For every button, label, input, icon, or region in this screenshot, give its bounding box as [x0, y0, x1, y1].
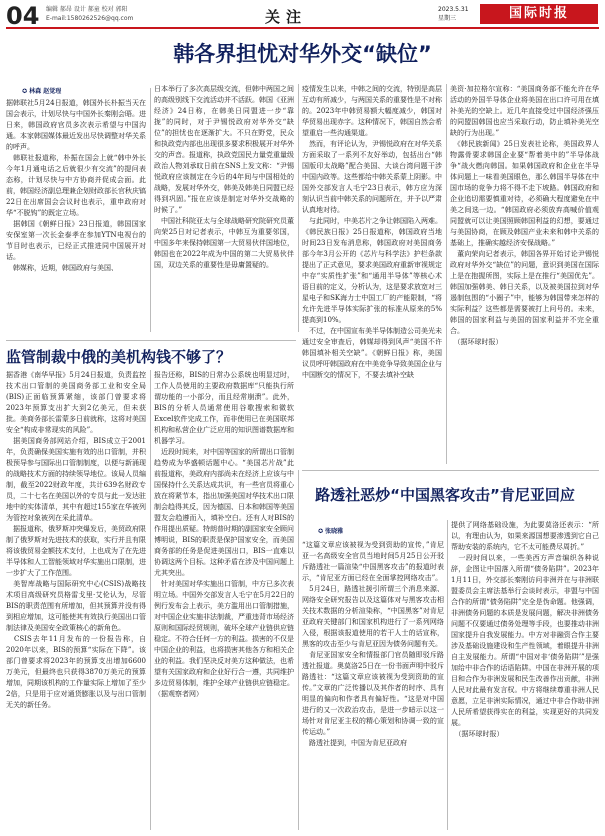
article1-column-1: 据韩联社5月24日报道，韩国外长朴振当天在国会表示，计划尽快与中国外长秦刚会晤。进日来，韩国政府官员多次表示希望与中国沟通。本家韩国媒体最近发出尽快调整对华关系的呼声。 韩联社报道称，朴振在国会上就“韩中外长今年1月通电话之后就很少有交流”的提问表态称，计划尽快与中方协商并促成会面。此前，韩国经济副总理兼企划财政部长官秋庆镐22日在出席国会会议时也表示，重申政府对华“不脱钩”的既定立场。 据韩国《朝鲜日报》23日报道，韩国国家安保室第一次长金泰孝在参加YTN电视台的节目时也表示，已经正式推进同中国展开对话。 韩媒称，近期，韩国政府与美国、: [6, 99, 146, 272]
column-divider: [150, 370, 151, 830]
issue-weekday: 星期三: [438, 15, 457, 22]
section-rule: [302, 470, 599, 471]
byline-article3: ✪ 张晓雅: [318, 528, 344, 535]
headline-article1: 韩各界担忧对华外交“缺位”: [173, 42, 432, 66]
column-divider: [298, 84, 299, 332]
section-rule: [6, 340, 296, 341]
column-divider: [150, 88, 151, 332]
article1-column-3: 疫情发生以来，中韩之间的交流，特别是高层互动有所减少，与两国关系的重要性是不对称的。2023年中韩贸易额大幅度减少，韩国对华贸易出现赤字。这种情况下，韩国自然会希望重启一些沟通渠道。 然而，有评论认为，尹锡悦政府在对华关系方面采取了一系列不友好举动，包括出台“韩国版印太战略”配合美国、大谈台湾问题干涉中国内政等。这些都给中韩关系蒙上阴影。中国外交部发言人毛宁23日表示，韩方应为深刻认识当前中韩关系的问题所在，并予以严肃认真地对待。 与此同时，中美芯片之争让韩国陷入两难。《韩民族日报》25日报道称，韩国政府当地时间23日发布消息称，韩国政府对美国商务部今年3月公开的《芯片与科学法》护栏条款提出了正式意见，要求美国政府重新审视规定中存“实质性扩张”和“通用半导体”等核心术语目前的定义，分析认为，这是要求放宽对三星电子和SK海力士中国工厂的产能限制，“将允许先进半导体实际扩张的标准从原来的5%提高到10%。 不过，在中国宣布美半导体制造公司美光未通过安全审查后，韩媒却得到风声“美国不许韩国填补相关空缺”。《朝鲜日报》称，美国议员呼吁韩国政府在中美竞争导致美国企业与中国断交的情况下，不要去填补空缺: [302, 85, 442, 379]
issue-date: 2023.5.31: [438, 6, 469, 13]
editor-info: [46, 5, 133, 23]
byline-article1: ✪ 林森 赵觉珵: [22, 88, 62, 95]
article2-column-1: 据香港《南华早报》5月24日报道，负责监控技术出口管制的美国商务部工业和安全局(BIS)正面临预算紧缩，该部门曾要求将2023年预算支出扩大到2亿美元，但未获批。美商务部长雷蒙多日前就称，这将对美国安全“构成非常现实的风险”。 据美国商务部网站介绍，BIS成立于2001年，负责确保美国实施有效的出口管制，并积极预导参与国际出口管制制度，以便与新涌现的战略技术方面的持续领导地位。该局人员编制，截至2022财政年度，共计639名财政专员，二十七名在美国以外的专员与此一发达驻地中的实体清单，其中有超过155家在华被列为管控对象被列在采此清单。 据报道称，俄罗斯冲突爆发后，美贸政府限制了俄罗斯对先进技术的获取，实行并且有限将该俄贸易金额技术支付，上也成为了在先进半导体和人工智能领域对华实施出口限制，进一步扩大了工作范围。 美智库战略与国际研究中心(CSIS)战略技术项目高级研究员格雷戈里·艾伦认为，尽管BIS的职责范围有所增加，但其预算并没有得到相应增加，这可能使其有效执行美国出口管制法律及美国安全政策核心的新角色。 CSIS去年11月发布的一份报告称，自2020年以来，BIS的预算“实际在下降”。该部门曾要求将2023年的预算支出增加6600万美元，但最终也只获得3870万美元的预算增加，同期该机构的工作量实际上增加了至少2倍，只是用于应对通货膨胀以及与出口管制无关的新任务。: [6, 371, 146, 709]
headline-article3: 路透社恶炒“中国黑客攻击”肯尼亚回应: [315, 486, 575, 504]
editor-email: E-mail:1580262526@qq.com: [46, 15, 134, 22]
editor-credits: 编辑 郝昂 设计 郝童 校对 郭阳: [46, 6, 128, 13]
article3-column-1: “这篇文章应该被视为受到资助的宣传，”肯尼亚一名高级安全官员当地时间5月25日公开驳斥路透社一篇渲染“中国黑客攻击”的报道时表示，“肯尼亚方面已经在全面掌控网络攻击”。 5月24日，路透社援引所谓三个消息来源、网络安全研究报告以及这篇体对与黑客攻击相关技术数据的分析渲染称，“中国黑客”对肯尼亚政府关键部门和国家机构进行了一系列网络入侵，根据该报道使用的若干人士的话宣称，黑客的攻击至少与肯尼亚因为债务问题有关。 肯尼亚国家安全和情报部门官员随即驳斥路透社报道。奥莫洛25日在一份书面声明中驳斥路透社：“这篇文章应该被视为受到资助的宣传。”文章的广泛传播以及其作者的时序、具有明显的偏向和作者具有偏好性。“这是对中国进行的又一次政治攻击，是进一步暗示以这一场针对肯尼亚主权的精心策划和协调一致的宣传运动。” 路透社提到，中国为肯尼亚政府: [302, 541, 444, 747]
section-title: 关注: [265, 8, 308, 26]
column-divider: [298, 470, 299, 830]
article1-column-4: 美资·加拉格尔宣称：“美国商务部不能允许在华活动的外国半导体企业将美国在出口许可用在填补美光的空缺上。近几年直接受过中国经济强压的同盟国韩国也应当采取行动，防止填补美光空缺的行为出现。” 《韩民族新闻》25日发表社论称，美国政界人物露骨要求韩国企业要“帮着美中的”半导体战争“战火燃向韩国。如果韩国政府和企业在半导体问题上一味看美国眼色，那么韩国半导体在中国市场的竞争力将不得不走下坡路。韩国政府和企业追切需要慎重对待，必须确大程度避免在中美之间选一边。“韩国政府必须放弃高喊价值观同盟就可以让美国照顾韩国利益的幻想，要通过与美国协商，在顾及韩国产业未来和韩中关系的基础上，推确实越经济安保战略。” 董向荣向记者表示，韩国各界开始讨论尹锡悦政府对华外交“缺位”的问题，意识到美国在国际上是在抱握所图，实际上是在推行“美国优先”。韩国加强韩美、韩日关系，以及被美国拉到对华遏制包围的“小圈子”中，能够为韩国带来怎样的实际利益？这些都是需要被打上问号的。未来，韩国的国家利益与美国的国家利益并不完全重合。 （据环球时报）: [450, 85, 599, 346]
page-header: [0, 0, 605, 36]
column-divider: [446, 84, 447, 464]
issue-date-block: [438, 5, 469, 23]
header-rule: [6, 27, 599, 29]
page-number: 04: [6, 2, 40, 30]
headline-article2: 监管制裁中俄的美机构钱不够了？: [6, 348, 232, 366]
column-divider: [447, 520, 448, 830]
article1-column-2: 日本举行了多次高层级交流，但韩中两国之间的高级别线下交流活动并不活跃。韩国《亚洲经济》24日称，在韩美日同盟进一步“靠拢”的同时，对于尹锡悦政府对华外交“缺位”的担忧也在逐渐扩大。不只在野党，民众和执政党内部也出现很多要求积极展开对华外交的声音。报道称，执政党国民力量党重量级政治人物刘承旼日前在SNS上发文称：“尹锡悦政府应该制定在今后的4年间与中国相处的战略，发展对华外交，韩美及韩美日同盟已经得到巩固。”报在应该是制定对华外交战略的时候了。” 中国社科院亚太与全球战略研究院研究员董向荣25日对记者表示，中韩互为重要邻国，中国多年来保持韩国第一大贸易伙伴国地位，韩国也在2022年成为中国的第二大贸易伙伴国，双边关系的重要性是毋庸置疑的。: [154, 85, 294, 269]
masthead-logo: 国际时报: [480, 4, 598, 24]
article3-column-2: 提供了网络基础设施，为此要莫洛还表示：“所以，有理由认为，如果来源国想要渗透到它自己帮助安装的系统内，它不太可能费尽周折。” 一段时间以来，一些美西方声音编织各种说辞，企图让中国落入所谓“债务陷阱”。2023年1月11日，外交部长秦刚访问非洲并在与非洲联盟委员会主席法基举行会谈时表示，非盟与中国合作的所谓“债务陷阱”完全是伪命题。他强调，非洲债务问题的本质是发展问题，解决非洲债务问题不仅要通过债务处理等手段，也要推动非洲国家提升自我发展能力。中方对非融资合作主要涉及基础设施建设和生产性领域，着眼提升非洲自主发展能力。所谓“中国对非‘债务陷阱’”是强加给中非合作的话语陷阱。中国在非洲开展的项目和合作为非洲发展和民生改善作出贡献，非洲人民对此最有发言权。中方将继续尊重非洲人民意愿，立足非洲实际情况，通过中非合作助非洲人民所希望获得实在的利益，实现更好的共同发展。 （据环球时报）: [451, 521, 599, 738]
article2-column-2: 报告还称，BIS的日常办公系统也明显过时，工作人员使用的主要政府数据库“只能执行所谓功能的一小部分，而且经常崩溃”。此外，BIS的分析人员通常使用谷歌搜索和微软Excel软件完成工作，而非使用已在美国联邦机构和私营企业广泛应用的知识图谱数据库和机器学习。 近段时间来，对中国等国家的所谓出口管制趋势成为华盛顿话题中心。“美国芯片战”此前报道称，美政府内部尚未在经济上应该与中国保持什么关系达成共识，有一些官员将重心放在将紧节本，指出加强美国对华技术出口限制会趋得其反，因为德国、日本和韩国等美国盟友会趋遵而入，填补空白。还有人对BIS的作用提出质疑。特朗普时期的副国家安全顾问博明说，BIS的职责是保护国家安全，而美国商务部的任务是促进美国出口，BIS一直难以协调这两个目标。这种矛盾在涉及中国问题上尤其突出。 针对美国对华实施出口管制，中方已多次表明立场。中国外交部发言人毛宁在5月22日的例行发布会上表示，美方滥用出口管制措施，对中国企业实施非法制裁，严重违背市场经济原则和国际经贸规则，破坏全球产业链供应链稳定。不符合任何一方的利益。损害的不仅是中国企业的利益，也将损害其他各方和相关企业的利益。我们坚决反对美方这种做法，也希望有关国家政府和企业好行合一遵，共同维护多边贸易体制，维护全球产业链供应链稳定。（据观察者网）: [154, 371, 294, 698]
